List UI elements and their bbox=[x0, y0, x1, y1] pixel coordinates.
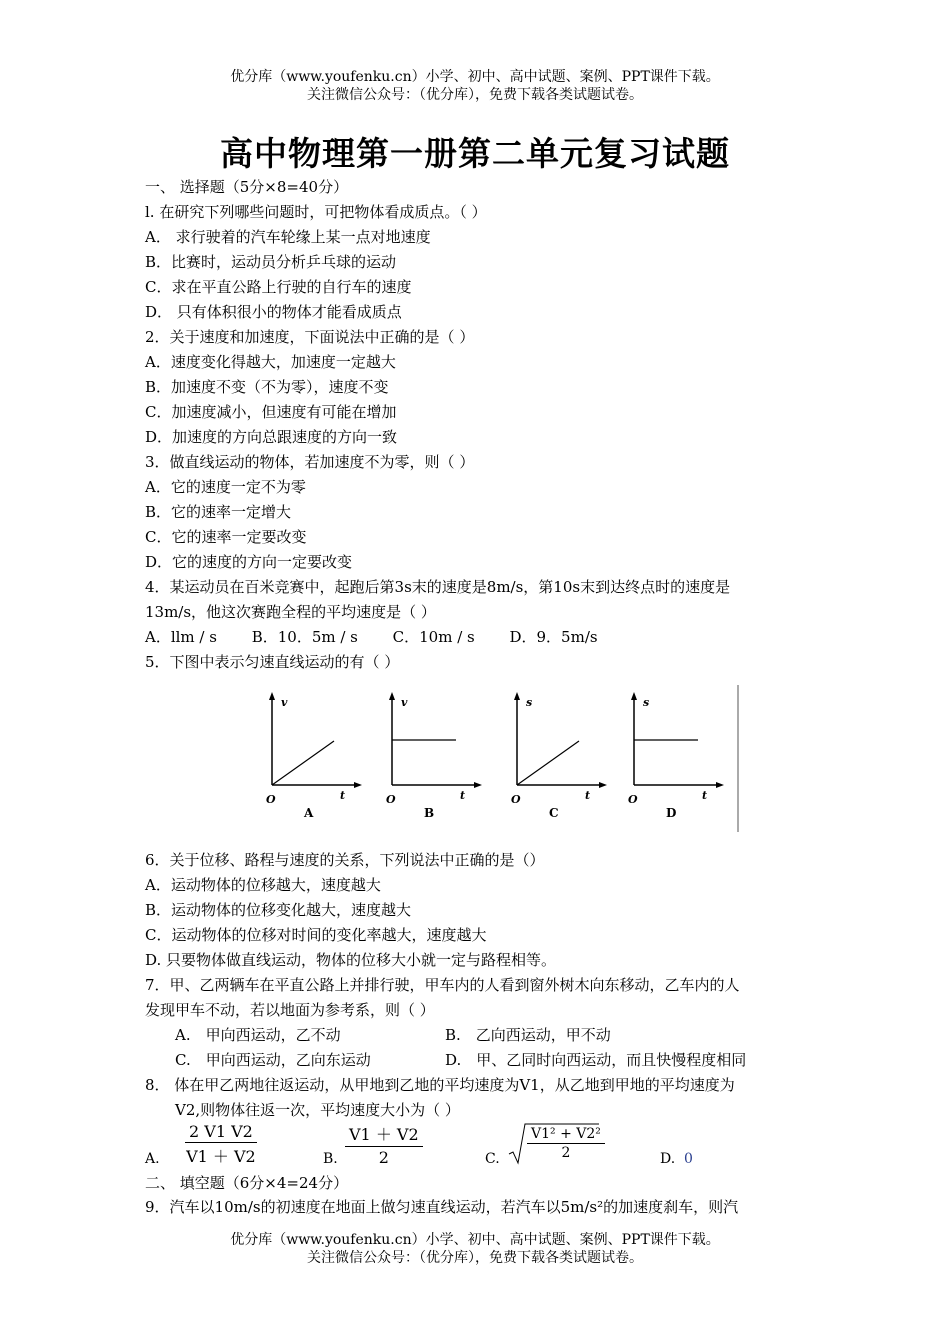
q6-option-b: B．运动物体的位移变化越大，速度越大 bbox=[145, 901, 412, 919]
arrow-up-icon bbox=[631, 692, 637, 700]
q3-option-b: B．它的速率一定增大 bbox=[145, 503, 292, 521]
q9-stem: 9．汽车以10m/s的初速度在地面上做匀速直线运动，若汽车以5m/s²的加速度刹车，则汽 bbox=[145, 1198, 739, 1216]
graph-a-origin-label: O bbox=[266, 793, 276, 806]
q8-c-denominator: 2 bbox=[561, 1145, 571, 1161]
q3-stem: 3．做直线运动的物体，若加速度不为零，则（ ） bbox=[145, 453, 475, 471]
graph-a-axis-label: v bbox=[281, 696, 288, 709]
arrow-up-icon bbox=[269, 692, 275, 700]
graph-b-t-label: t bbox=[460, 789, 466, 802]
graph-a-caption: A bbox=[304, 806, 314, 820]
q7-option-c: C. 甲向西运动，乙向东运动 bbox=[175, 1051, 371, 1069]
graph-d-t-label: t bbox=[702, 789, 708, 802]
q8-option-a-fraction bbox=[185, 1122, 257, 1167]
page-title: 高中物理第一册第二单元复习试题 bbox=[220, 134, 730, 173]
q8-stem-line-2: V2,则物体往返一次，平均速度大小为（ ） bbox=[175, 1101, 460, 1119]
q8-option-b-label: B. bbox=[323, 1151, 338, 1167]
q4-stem-line-1: 4．某运动员在百米竞赛中，起跑后第3s末的速度是8m/s，第10s末到达终点时的速度是 bbox=[145, 578, 731, 596]
section-choice-heading: 一、 选择题（5分×8=40分） bbox=[145, 178, 349, 196]
q8-option-a-label: A. bbox=[145, 1151, 160, 1167]
q7-option-d: D. 甲、乙同时向西运动，而且快慢程度相同 bbox=[445, 1051, 747, 1069]
q8-option-d-value: 0 bbox=[684, 1151, 693, 1167]
q4-stem-line-2: 13m/s，他这次赛跑全程的平均速度是（ ） bbox=[145, 603, 436, 621]
graph-b-caption: B bbox=[424, 806, 435, 820]
q1-stem: l. 在研究下列哪些问题时，可把物体看成质点。（ ） bbox=[145, 203, 487, 221]
q3-option-c: C．它的速率一定要改变 bbox=[145, 528, 307, 546]
q8-option-c-label: C. bbox=[485, 1151, 500, 1167]
q8-b-numerator: V1 ＋ V2 bbox=[345, 1122, 423, 1147]
footer-line-2: 关注微信公众号：（优分库），免费下载各类试题试卷。 bbox=[307, 1250, 643, 1266]
q7-stem-line-2: 发现甲车不动，若以地面为参考系，则（ ） bbox=[145, 1001, 435, 1019]
arrow-up-icon bbox=[389, 692, 395, 700]
footer-line-1: 优分库（www.youfenku.cn）小学、初中、高中试题、案例、PPT课件下载。 bbox=[230, 1232, 720, 1248]
q3-option-a: A．它的速度一定不为零 bbox=[145, 478, 306, 496]
q2-option-b: B．加速度不变（不为零），速度不变 bbox=[145, 378, 389, 396]
q8-a-denominator: V1 ＋ V2 bbox=[186, 1147, 256, 1166]
q1-option-d: D． 只有体积很小的物体才能看成质点 bbox=[145, 303, 402, 321]
q6-option-d: D. 只要物体做直线运动，物体的位移大小就一定与路程相等。 bbox=[145, 951, 557, 969]
q5-stem: 5．下图中表示匀速直线运动的有（ ） bbox=[145, 653, 400, 671]
q1-option-c: C．求在平直公路上行驶的自行车的速度 bbox=[145, 278, 412, 296]
q3-option-d: D．它的速度的方向一定要改变 bbox=[145, 553, 353, 571]
graph-d-axis-label: s bbox=[643, 696, 650, 709]
q2-option-c: C．加速度减小，但速度有可能在增加 bbox=[145, 403, 397, 421]
q7-stem-line-1: 7．甲、乙两辆车在平直公路上并排行驶，甲车内的人看到窗外树木向东移动，乙车内的人 bbox=[145, 976, 740, 994]
q6-option-c: C．运动物体的位移对时间的变化率越大，速度越大 bbox=[145, 926, 487, 944]
graph-c-caption: C bbox=[549, 806, 559, 820]
graph-a-t-label: t bbox=[340, 789, 346, 802]
q6-stem: 6．关于位移、路程与速度的关系，下列说法中正确的是（） bbox=[145, 851, 545, 869]
graph-b-origin-label: O bbox=[386, 793, 396, 806]
q2-option-d: D．加速度的方向总跟速度的方向一致 bbox=[145, 428, 398, 446]
graph-c-line bbox=[517, 741, 579, 785]
q8-c-numerator: V1² + V2² bbox=[527, 1126, 605, 1144]
header-line-2: 关注微信公众号：（优分库），免费下载各类试题试卷。 bbox=[307, 87, 643, 103]
graph-d-caption: D bbox=[666, 806, 677, 820]
header-line-1: 优分库（www.youfenku.cn）小学、初中、高中试题、案例、PPT课件下载。 bbox=[230, 69, 720, 85]
graph-d-origin-label: O bbox=[628, 793, 638, 806]
q2-stem: 2．关于速度和加速度，下面说法中正确的是（ ） bbox=[145, 328, 475, 346]
q5-motion-graphs bbox=[250, 680, 750, 835]
q8-option-b-fraction bbox=[345, 1122, 423, 1167]
arrow-right-icon bbox=[716, 782, 724, 788]
q8-b-denominator: 2 bbox=[378, 1148, 389, 1167]
q7-option-b: B. 乙向西运动，甲不动 bbox=[445, 1026, 611, 1044]
q8-option-d-label: D. bbox=[660, 1151, 676, 1167]
q8-a-numerator: 2 V1 V2 bbox=[185, 1122, 257, 1143]
arrow-up-icon bbox=[514, 692, 520, 700]
q1-option-b: B．比赛时，运动员分析乒乓球的运动 bbox=[145, 253, 397, 271]
q8-stem-line-1: 8． 体在甲乙两地往返运动，从甲地到乙地的平均速度为V1，从乙地到甲地的平均速度为 bbox=[145, 1076, 735, 1094]
q6-option-a: A．运动物体的位移越大，速度越大 bbox=[145, 876, 381, 894]
q1-option-a: A． 求行驶着的汽车轮缘上某一点对地速度 bbox=[145, 228, 431, 246]
arrow-right-icon bbox=[354, 782, 362, 788]
graph-c-t-label: t bbox=[585, 789, 591, 802]
section-fill-heading: 二、 填空题（6分×4=24分） bbox=[145, 1174, 349, 1192]
arrow-right-icon bbox=[599, 782, 607, 788]
graph-c-axis-label: s bbox=[526, 696, 533, 709]
graph-a-line bbox=[272, 741, 334, 785]
q4-options: A．llm / s B．10．5m / s C．10m / s D．9．5m/s bbox=[145, 628, 598, 646]
q2-option-a: A．速度变化得越大，加速度一定越大 bbox=[145, 353, 396, 371]
q7-option-a: A. 甲向西运动，乙不动 bbox=[175, 1026, 341, 1044]
arrow-right-icon bbox=[474, 782, 482, 788]
graph-c-origin-label: O bbox=[511, 793, 521, 806]
graph-b-axis-label: v bbox=[401, 696, 408, 709]
q8-option-c-fraction bbox=[527, 1126, 605, 1161]
